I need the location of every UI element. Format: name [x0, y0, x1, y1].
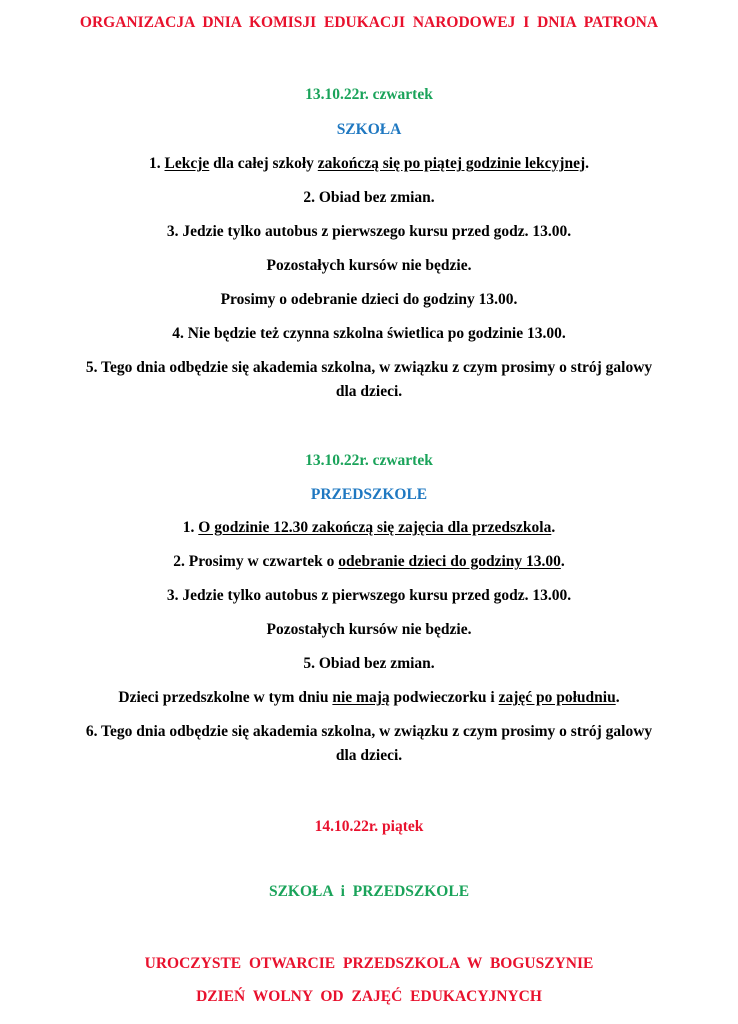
underlined-text: nie mają [332, 689, 390, 706]
school-item-3-note: Pozostałych kursów nie będzie. [266, 257, 472, 274]
underlined-text: zakończą się po piątej godzinie lekcyjnej [317, 155, 586, 172]
text-fragment: podwieczorku i [389, 689, 499, 706]
preschool-item-5: 5. Obiad bez zmian. [303, 655, 435, 672]
preschool-item-6-line-2: dla dzieci. [335, 747, 403, 764]
text-fragment: dla całej szkoły [209, 155, 318, 172]
preschool-item-6-line-1: 6. Tego dnia odbędzie się akademia szkolna, w związku z czym prosimy o strój galowy [85, 723, 653, 740]
friday-announcement-1: UROCZYSTE OTWARCIE PRZEDSZKOLA W BOGUSZYNIE [144, 955, 594, 972]
text-fragment: 2. Prosimy w czwartek o [173, 553, 339, 570]
text-fragment: . [551, 519, 556, 536]
school-item-3: 3. Jedzie tylko autobus z pierwszego kursu przed godz. 13.00. [166, 223, 572, 240]
preschool-item-2 [0, 553, 738, 571]
text-fragment: . [615, 689, 620, 706]
underlined-text: odebranie dzieci do godziny 13.00 [338, 553, 561, 570]
text-fragment: 1. [149, 155, 165, 172]
school-item-5-line-1: 5. Tego dnia odbędzie się akademia szkolna, w związku z czym prosimy o strój galowy [85, 359, 653, 376]
underlined-text: Lekcje [164, 155, 210, 172]
text-fragment: . [585, 155, 589, 172]
friday-announcement-2: DZIEŃ WOLNY OD ZAJĘĆ EDUKACYJNYCH [196, 988, 542, 1005]
school-heading: SZKOŁA [336, 121, 402, 138]
underlined-text: zajęć po południu [498, 689, 616, 706]
underlined-text: O godzinie 12.30 zakończą się zajęcia dla przedszkola [198, 519, 552, 536]
friday-heading: SZKOŁA i PRZEDSZKOLE [268, 883, 470, 900]
page-title: ORGANIZACJA DNIA KOMISJI EDUKACJI NARODOWEJ I DNIA PATRONA [79, 14, 659, 31]
text-fragment: . [560, 553, 565, 570]
school-item-1 [0, 155, 738, 173]
school-pickup-note: Prosimy o odebranie dzieci do godziny 13.00. [220, 291, 518, 308]
text-fragment: Dzieci przedszkolne w tym dniu [118, 689, 333, 706]
preschool-item-3-note: Pozostałych kursów nie będzie. [266, 621, 472, 638]
school-item-5-line-2: dla dzieci. [335, 383, 403, 400]
school-item-2: 2. Obiad bez zmian. [303, 189, 435, 206]
preschool-item-3: 3. Jedzie tylko autobus z pierwszego kursu przed godz. 13.00. [166, 587, 572, 604]
preschool-snack-note [0, 689, 738, 707]
preschool-heading: PRZEDSZKOLE [310, 486, 428, 503]
school-item-4: 4. Nie będzie też czynna szkolna świetlica po godzinie 13.00. [172, 325, 566, 342]
friday-date: 14.10.22r. piątek [314, 818, 424, 835]
text-fragment: 1. [182, 519, 199, 536]
preschool-date: 13.10.22r. czwartek [305, 452, 433, 469]
school-date: 13.10.22r. czwartek [305, 86, 433, 103]
preschool-item-1 [0, 519, 738, 537]
